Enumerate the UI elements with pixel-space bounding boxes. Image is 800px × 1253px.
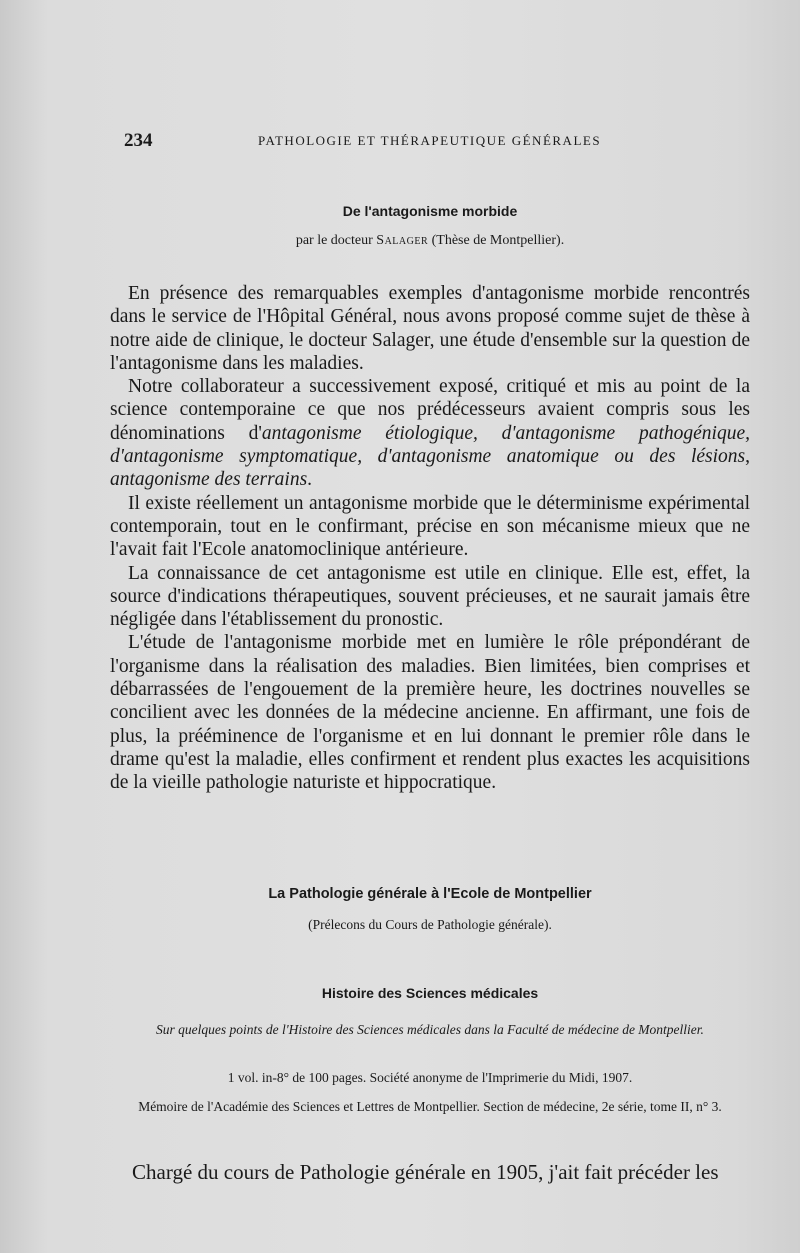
publication-series: Mémoire de l'Académie des Sciences et Lettres de Montpellier. Section de médecine, 2e série, tome II, n° 3.	[138, 1099, 722, 1114]
section-title-antagonisme: De l'antagonisme morbide	[342, 203, 518, 219]
section-title-pathologie: La Pathologie générale à l'Ecole de Montpellier	[268, 886, 592, 902]
byline-suffix: (Thèse de Montpellier).	[431, 233, 565, 248]
text-run: Notre collaborateur a successivement exposé, critiqué et mis au point de la science contemporaine ce que nos prédécesseurs avaient compris sous les dénominations d'	[110, 376, 750, 444]
section-title-histoire: Histoire des Sciences médicales	[321, 985, 539, 1001]
section-subtitle-prelecons: (Prélecons du Cours de Pathologie générale).	[308, 917, 552, 932]
page-number: 234	[124, 130, 153, 151]
running-title: PATHOLOGIE ET THÉRAPEUTIQUE GÉNÉRALES	[258, 133, 602, 148]
byline	[100, 233, 760, 249]
paragraph	[110, 375, 750, 491]
paragraph: L'étude de l'antagonisme morbide met en lumière le rôle prépondérant de l'organisme dans la réalisation des maladies. Bien limitées, bien comprises et débarrassées de l'engouement de la première heure, les doctrines nouvelles se concilient avec les données de la médecine ancienne. En affirmant, une fois de plus, la prééminence de l'organisme et en lui donnant le premier rôle dans le drame qu'est la maladie, elles confirment et rendent plus exactes les acquisitions de la vieille pathologie naturiste et hippocratique.	[110, 632, 750, 794]
byline-prefix: par le docteur	[295, 233, 373, 248]
body-text	[110, 282, 750, 795]
text-run: ,	[745, 446, 750, 468]
paragraph: Il existe réellement un antagonisme morbide que le déterminisme expérimental contemporain, tout en le confirmant, précise en son mécanisme mieux que ne l'avait fait l'Ecole anatomoclinique antérieure.	[110, 492, 750, 561]
paragraph: En présence des remarquables exemples d'antagonisme morbide rencontrés dans le service de l'Hôpital Général, nous avons proposé comme sujet de thèse à notre aide de clinique, le docteur Salager, une étude d'ensemble sur la question de l'antagonisme dans les maladies.	[110, 283, 750, 374]
italic-run: antagonisme étiologique, d'antagonisme pathogénique, d'antagonisme symptomatique, d'antagonisme anatomique ou des lésions	[110, 422, 750, 468]
paragraph: La connaissance de cet antagonisme est utile en clinique. Elle est, effet, la source d'indications thérapeutiques, souvent précieuses, et ne saurait jamais être négligée dans l'établissement du pronostic.	[110, 562, 750, 631]
publication-details: 1 vol. in-8° de 100 pages. Société anonyme de l'Imprimerie du Midi, 1907.	[227, 1070, 633, 1085]
closing-line: Chargé du cours de Pathologie générale en 1905, j'ait fait précéder les	[132, 1160, 719, 1184]
publication-title: Sur quelques points de l'Histoire des Sciences médicales dans la Faculté de médecine de Montpellier.	[156, 1022, 704, 1037]
author-name: Salager	[376, 233, 429, 248]
text-run: .	[307, 469, 313, 491]
italic-run: antagonisme des terrains	[110, 469, 308, 491]
